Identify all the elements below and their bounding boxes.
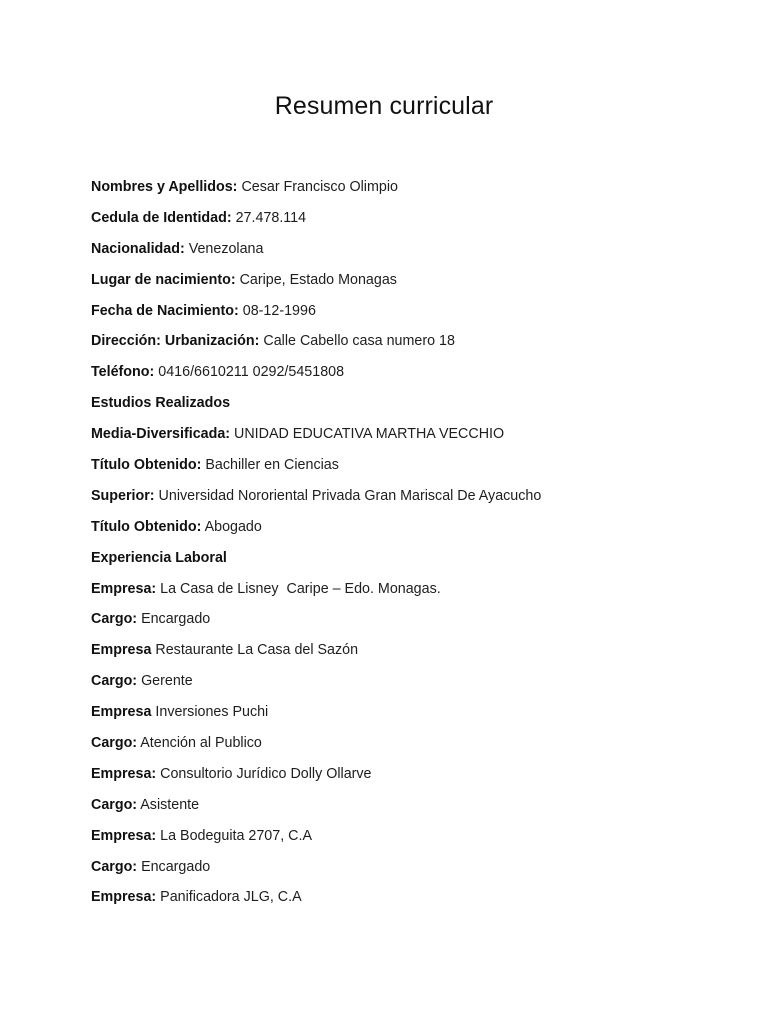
field-label: Título Obtenido: <box>91 457 202 474</box>
resume-lines <box>91 176 731 917</box>
resume-line <box>91 794 731 825</box>
resume-line <box>91 361 731 392</box>
field-value: Consultorio Jurídico Dolly Ollarve <box>160 765 372 782</box>
field-value: Atención al Publico <box>140 735 262 752</box>
field-value: Encargado <box>141 858 211 875</box>
field-label: Cargo: <box>91 673 138 690</box>
field-value: Inversiones Puchi <box>155 704 269 721</box>
resume-line <box>91 608 731 639</box>
field-label: Cargo: <box>91 858 138 875</box>
field-value: Bachiller en Ciencias <box>205 457 339 474</box>
field-label: Nombres y Apellidos: <box>91 179 238 195</box>
field-label: Nacionalidad: <box>91 240 185 257</box>
field-value: Caripe, Estado Monagas <box>239 271 397 288</box>
field-value: 0416/6610211 0292/5451808 <box>158 364 345 381</box>
resume-line <box>91 423 731 454</box>
resume-line <box>91 516 731 547</box>
field-value: Asistente <box>140 796 200 813</box>
resume-line <box>91 269 731 300</box>
resume-line <box>91 454 731 485</box>
resume-line <box>91 732 731 763</box>
field-value: Restaurante La Casa del Sazón <box>155 642 359 659</box>
resume-line <box>91 547 731 578</box>
field-value: Universidad Nororiental Privada Gran Mariscal De Ayacucho <box>158 487 542 504</box>
field-value: UNIDAD EDUCATIVA MARTHA VECCHIO <box>234 426 505 443</box>
field-value: Encargado <box>141 611 211 628</box>
resume-line <box>91 392 731 423</box>
resume-line <box>91 207 731 238</box>
resume-line <box>91 763 731 794</box>
resume-line <box>91 701 731 732</box>
field-value: Panificadora JLG, C.A <box>160 889 302 906</box>
resume-line <box>91 886 731 917</box>
field-value: Calle Cabello casa numero 18 <box>263 333 455 350</box>
field-label: Experiencia Laboral <box>91 549 227 566</box>
field-label: Teléfono: <box>91 364 155 381</box>
field-label: Dirección: Urbanización: <box>91 333 260 350</box>
field-label: Cargo: <box>91 611 138 628</box>
field-label: Empresa: <box>91 827 157 844</box>
resume-line <box>91 300 731 331</box>
field-value: Gerente <box>141 673 193 690</box>
field-label: Cargo: <box>91 796 138 813</box>
field-label: Superior: <box>91 487 155 504</box>
field-value: Venezolana <box>188 240 264 257</box>
resume-line <box>91 670 731 701</box>
field-label: Estudios Realizados <box>91 395 231 412</box>
resume-line <box>91 825 731 856</box>
field-label: Fecha de Nacimiento: <box>91 302 239 319</box>
field-label: Lugar de nacimiento: <box>91 271 236 288</box>
resume-line <box>91 639 731 670</box>
field-label: Título Obtenido: <box>91 518 202 535</box>
field-label: Empresa <box>91 642 152 659</box>
field-value: 08-12-1996 <box>242 302 316 319</box>
field-value: Abogado <box>204 518 262 535</box>
field-label: Media-Diversificada: <box>91 426 231 443</box>
field-label: Empresa: <box>91 580 157 597</box>
resume-line <box>91 485 731 516</box>
field-label: Empresa: <box>91 765 157 782</box>
field-value: La Casa de Lisney Caripe – Edo. Monagas. <box>160 580 441 597</box>
field-label: Cedula de Identidad: <box>91 209 232 226</box>
field-label: Empresa: <box>91 889 157 906</box>
resume-line <box>91 330 731 361</box>
field-value: Cesar Francisco Olimpio <box>241 179 398 195</box>
resume-line <box>91 176 731 207</box>
field-label: Cargo: <box>91 735 138 752</box>
field-label: Empresa <box>91 704 152 721</box>
field-value: La Bodeguita 2707, C.A <box>160 827 312 844</box>
resume-line <box>91 856 731 887</box>
resume-line <box>91 578 731 609</box>
document-title: Resumen curricular <box>274 92 494 120</box>
resume-line <box>91 238 731 269</box>
field-value: 27.478.114 <box>235 209 307 226</box>
